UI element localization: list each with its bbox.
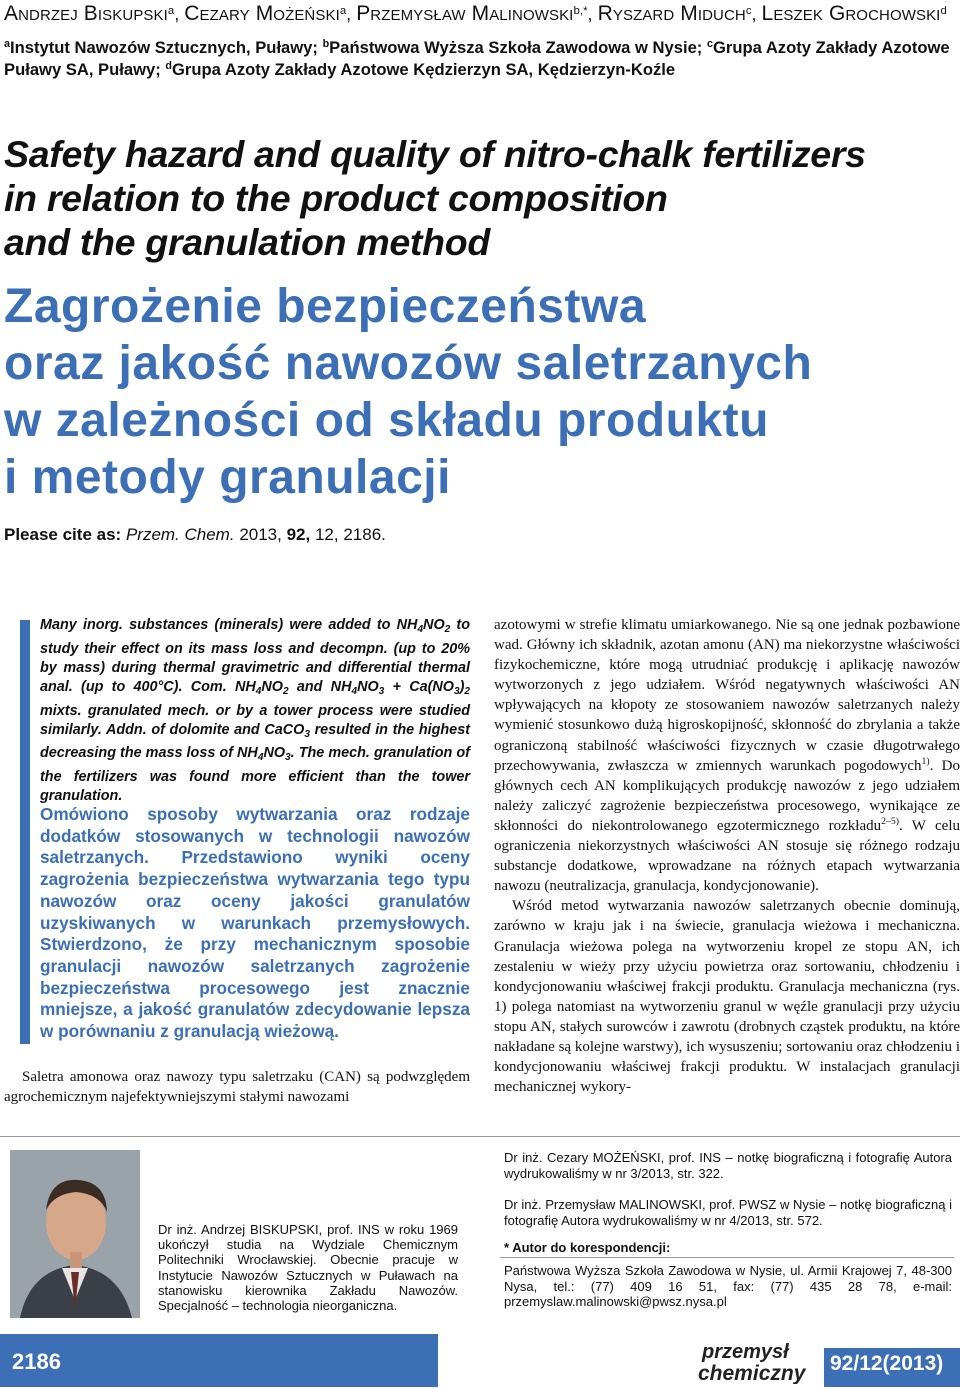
body-paragraph: azotowymi w strefie klimatu umiarkowanego. Nie są one jednak pozbawione wad. Główny ich składnik, azotan amonu (AN) ma niekorzystne właściwości fizykochemiczne, które mogą utrudniać produkcję i aplikację nawozów wytworzonych z jego udziałem. Wśród negatywnych właściwości AN wpływających na kłopoty ze stosowaniem nawozów saletrzanych należy wymienić stosunkowo dużą higroskopijność, skłonność do zbrylania a także ograniczoną stabilność właściwości fizycznych w czasie długotrwałego przechowywania, zwłaszcza w zmiennych warunkach pogodowych$^{1)}$. Do głównych cech AN komplikujących produkcję nawozów z jego udziałem należy zaliczyć zagrożenie bezpieczeństwa procesowego, wynikające ze skłonności do niekontrolowanego egzotermicznego rozkładu$^{2-5)}$. W celu ograniczenia niekorzystnych właściwości AN stosuje się różnego rodzaju substancje dodatkowe, wprowadzane na różnych etapach wytwarzania nawozu (neutralizacja, granulacja, kondycjonowanie). — [494, 617, 960, 895]
svg-text:chemiczny: chemiczny — [698, 1362, 806, 1384]
title-line: w zależności od składu produktu — [4, 394, 769, 447]
page-number: 2186 — [12, 1349, 61, 1374]
portrait-image — [10, 1150, 140, 1318]
cite-journal: Przem. Chem. — [125, 525, 235, 544]
body-text-right — [494, 615, 960, 1097]
author-bio-mozenski: Dr inż. Cezary MOŻEŃSKI, prof. INS – notkę biograficzną i fotografię Autora wydrukowaliśmy w nr 3/2013, str. 322. — [504, 1150, 952, 1181]
affil-text: Instytut Nawozów Sztucznych, Puławy; — [10, 38, 318, 57]
author-bio-malinowski: Dr inż. Przemysław MALINOWSKI, prof. PWSZ w Nysie – notkę biograficzną i fotografię Autora wydrukowaliśmy w nr 4/2013, str. 572. — [504, 1197, 952, 1228]
author-sup: a — [339, 5, 347, 17]
author-sup: b,* — [573, 5, 588, 17]
abstract-english: Many inorg. substances (minerals) were added to $NH_4NO_2$ to study their effect on its mass loss and decompn. (up to 20% by mass) during thermal gravimetric and differential thermal anal. (up to 400°C). Com. $NH_4NO_2$ and $NH_4NO_3 + Ca(NO_3)_2$ mixts. granulated mech. or by a tower process were studied similarly. Addn. of dolomite and CaCO$_3$ resulted in the highest decreasing the mass loss of $NH_4NO_3$. The mech. granulation of the fertilizers was found more efficient than the tower granulation. — [40, 617, 470, 805]
footer-bar-left — [0, 1334, 438, 1387]
title-line: Safety hazard and quality of nitro-chalk fertilizers — [4, 133, 866, 175]
correspondence-address: Państwowa Wyższa Szkoła Zawodowa w Nysie, ul. Armii Krajowej 7, 48-300 Nysa, tel.: (77) 409 16 51, fax: (77) 435 28 78, e-mail: przemyslaw.malinowski@pwsz.nysa.pl — [504, 1263, 952, 1309]
author-bio-biskupski: Dr inż. Andrzej BISKUPSKI, prof. INS w roku 1969 ukończył studia na Wydziale Chemicznym Politechniki Wrocławskiej. Obecnie pracuje w Instytucie Nawozów Sztucznych w Puławach na stanowisku kierownika Zakładu Nawozów. Specjalność – technologia nieorganiczna. — [158, 1222, 458, 1314]
author-name: Cezary Możeński — [184, 2, 340, 25]
reference-marker: 2–5) — [881, 815, 900, 827]
svg-text:przemysł: przemysł — [702, 1341, 789, 1363]
affil-text: Grupa Azoty Zakłady Azotowe Puławy SA, Puławy; — [4, 38, 950, 79]
cite-volume: 92, — [286, 525, 311, 544]
section-divider — [0, 1136, 960, 1137]
author-name: Ryszard Miduch — [597, 2, 746, 25]
author-sup: a — [167, 5, 175, 17]
author-list: Andrzej Biskupski$^a$, Cezary Możeński$^a$, Przemysław Malinowski$^{b,*}$, Ryszard Miduch$^c$, Leszek Grochowski$^d$ — [4, 2, 947, 25]
intro-text-left: Saletra amonowa oraz nawozy typu saletrzaku (CAN) są podwzględem agrochemicznym najefektywniejszymi stałymi nawozami — [4, 1069, 470, 1105]
author-sup: d — [940, 5, 947, 17]
correspondence-label: * Autor do korespondencji: — [504, 1240, 671, 1255]
affiliations — [4, 37, 959, 81]
author-name: Leszek Grochowski — [761, 2, 941, 25]
issue-number: 92/12(2013) — [830, 1352, 944, 1375]
affil-sup: c — [706, 38, 713, 50]
affil-text: Państwowa Wyższa Szkoła Zawodowa w Nysie; — [329, 38, 703, 57]
affil-sup: b — [322, 38, 330, 50]
correspondence-divider — [500, 1257, 954, 1258]
cite-rest: 12, 2186. — [314, 525, 386, 544]
journal-logo — [696, 1338, 814, 1384]
author-photo — [10, 1150, 140, 1318]
cite-label: Please cite as — [4, 525, 116, 544]
abstract-accent-bar — [20, 620, 30, 1044]
author-name: Andrzej Biskupski — [4, 2, 168, 25]
abstract-polish: Omówiono sposoby wytwarzania oraz rodzaje dodatków stosowanych w technologii nawozów saletrzanych. Przedstawiono wyniki oceny zagrożenia bezpieczeństwa wytwarzania tego typu nawozów oraz oceny jakości granulatów uzyskiwanych w warunkach przemysłowych. Stwierdzono, że przy mechanicznym sposobie granulacji nawozów saletrzanych zagrożenie bezpieczeństwa procesowego jest znacznie mniejsze, a jakość granulatów zdecydowanie lepsza w porównaniu z granulacją wieżową. — [40, 804, 470, 1042]
cite-year: 2013, — [239, 525, 282, 544]
author-sup: c — [745, 5, 752, 17]
title-line: oraz jakość nawozów saletrzanych — [4, 337, 813, 390]
reference-marker: 1) — [921, 755, 930, 767]
affil-sup: d — [165, 60, 172, 72]
affil-sup: a — [4, 38, 10, 50]
title-english — [4, 132, 904, 264]
title-line: in relation to the product composition — [4, 177, 668, 219]
logo-mark — [696, 1338, 814, 1384]
citation: Please cite as: Przem. Chem. 2013, 92, 12, 2186. — [4, 525, 386, 544]
affil-text: Grupa Azoty Zakłady Azotowe Kędzierzyn SA, Kędzierzyn-Koźle — [171, 60, 676, 79]
title-line: i metody granulacji — [4, 451, 451, 504]
body-paragraph: Wśród metod wytwarzania nawozów saletrzanych obecnie dominują, zarówno w kraju jak i na świecie, granulacja wieżowa i mechaniczna. Granulacja wieżowa polega na wytworzeniu kropel ze stopu AN, ich zestaleniu w wieży przy użyciu powietrza oraz sortowaniu, chłodzeniu i kondycjonowaniu właściwej frakcji produktu. Granulacja mechaniczna (rys. 1) polega natomiast na wytworzeniu granul w węźle granulacji przy użyciu stopu AN, stałych surowców i zawrotu (drobnych cząstek produktu, na które nakładane są kolejne warstwy), ich wysuszeniu; sortowaniu oraz chłodzeniu i kondycjonowaniu właściwej frakcji produktu. W instalacjach granulacji mechanicznej wykory- — [494, 898, 960, 1096]
title-line: Zagrożenie bezpieczeństwa — [4, 280, 647, 333]
title-line: and the granulation method — [4, 221, 490, 263]
title-polish — [4, 278, 904, 506]
author-name: Przemysław Malinowski — [356, 2, 574, 25]
